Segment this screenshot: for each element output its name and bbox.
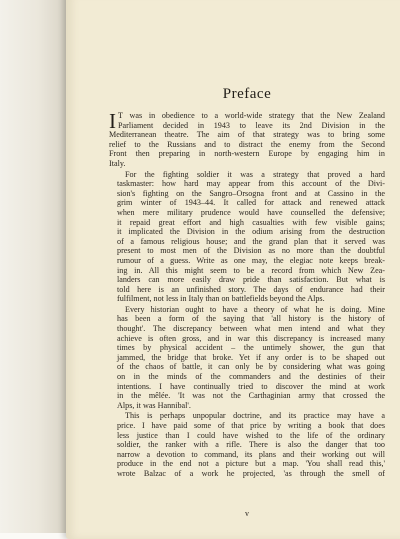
book-spine-left [0,0,70,533]
paragraph-2-line: taskmaster: how hard may appear from this account of the Divi- [117,179,385,189]
paragraph-2-line: fulfilment, not less in Italy than on battlefields beyond the Alps. [117,294,325,304]
paragraph-3-line: thought'. The discrepancy between what men intend and what they [117,324,385,334]
paragraph-2-line: sion's fighting on the Sangro–Orsogna front and at Cassino in the [117,188,385,198]
paragraph-4-line: produce in the end not a picture but a map. 'You shall read this,' [117,459,385,469]
paragraph-4 [109,411,385,478]
paragraph-3 [109,305,385,411]
paragraph-2 [109,170,385,304]
paragraph-3-line: in the mêlée. 'It was not the Carthaginian army that crossed the [117,391,385,401]
paragraph-2-line: it implicated the Division in the odium arising from the destruction [117,227,385,237]
paragraph-3-line: jammed, the bridge that broke. Yet if any order is to be shaped out [117,352,385,362]
body-text [109,111,385,480]
paragraph-3-line: intentions. I have continually tried to discover the mind at work [117,381,385,391]
page-number: v [245,509,249,518]
paragraph-4-line: soldier, the ranker with a rifle. There is also the danger that too [117,440,385,450]
paragraph-4-line: less justice than I could have wished to the life of the ordinary [117,430,385,440]
paragraph-1-line: Mediterranean theatre. The aim of that strategy was to bring some [109,130,385,140]
paragraph-2-line: For the fighting soldier it was a strategy that proved a hard [125,169,385,179]
page-content [109,0,385,533]
paragraph-3-line: on in the minds of the commanders and the destinies of their [117,372,385,382]
paragraph-3-line: of the chaos of battle, it can only be by considering what was going [117,362,385,372]
paragraph-2-line: grim winter of 1943–44. It called for attack and renewed attack [117,198,385,208]
paragraph-1 [109,111,385,169]
paragraph-3-line: times by physical accident – the untimely shower, the gun that [117,343,385,353]
paragraph-4-line: narrow a devotion to command, its plans and their working out will [117,449,385,459]
paragraph-2-line: rumour of a guess. Write as one may, the elegiac note keeps break- [117,255,385,265]
paragraph-3-line: Alps, it was Hannibal'. [117,400,191,410]
paragraph-1-line: Parliament decided in 1943 to leave its 2nd Division in the [118,120,385,130]
paragraph-2-line: when mere military prudence would have counselled the defensive; [117,207,385,217]
paragraph-1-line: T was in obedience to a world-wide strategy that the New Zealand [118,111,385,120]
drop-cap: I [109,109,116,133]
paragraph-2-line: of a famous religious house; and the grand plan that it served was [117,236,385,246]
paragraph-2-line: landers can more easily draw pride than satisfaction. But what is [117,275,385,285]
paragraph-2-line: told here is an unfinished story. The days of endurance had their [117,284,385,294]
paragraph-4-line: price. I have paid some of that price by writing a book that does [117,421,385,430]
paragraph-2-line: it repaid great effort and high casualties with few visible gains; [117,217,385,227]
paragraph-2-line: ing in. All this might seem to be a record from which New Zea- [117,265,385,275]
paragraph-3-line: achieve is often gross, and in war this discrepancy is increased many [117,333,385,343]
paragraph-4-line: wrote Balzac of a work he projected, 'as through the smell of [117,468,385,478]
page-title: Preface [222,86,272,102]
paragraph-3-line: has been a form of the saying that 'all history is the history of [117,314,385,324]
paragraph-1-line: Front then preparing in north-western Europe by engaging him in [109,149,385,159]
paragraph-3-line: Every historian ought to have a theory of what he is doing. Mine [125,304,385,314]
paragraph-2-line: present to most men of the Division as no more than the doubtful [117,246,385,256]
paragraph-4-line: This is perhaps unpopular doctrine, and its practice may have a [125,411,385,421]
paragraph-1-line: Italy. [109,158,126,168]
paragraph-1-line: relief to the Russians and to distract the enemy from the Second [109,139,385,149]
